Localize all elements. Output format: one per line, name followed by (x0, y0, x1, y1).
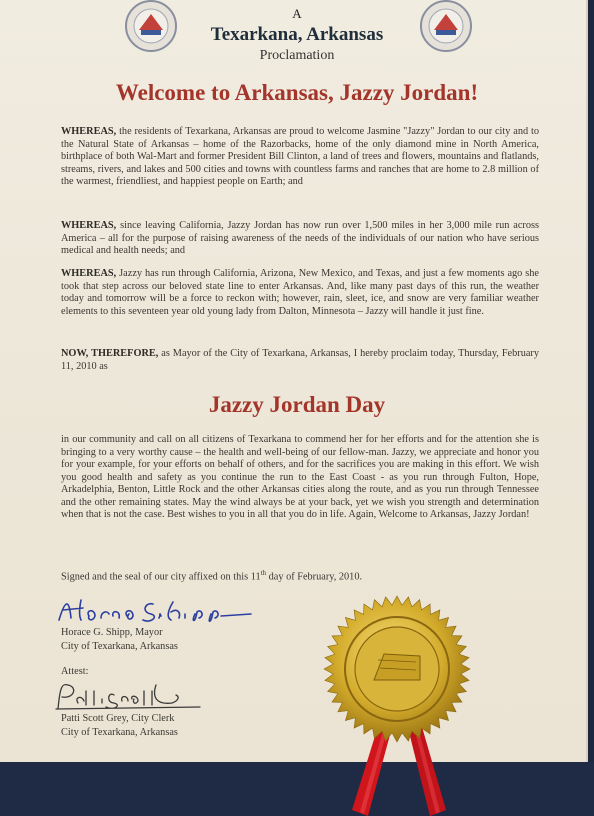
signed-ordinal: th (260, 569, 267, 577)
attest-label: Attest: (61, 666, 89, 677)
whereas-paragraph-2 (61, 220, 539, 258)
signed-line (61, 569, 362, 582)
document-title: Welcome to Arkansas, Jazzy Jordan! (115, 80, 479, 105)
header-city: Texarkana, Arkansas (210, 24, 384, 45)
therefore-text: as Mayor of the City of Texarkana, Arkansas, I hereby proclaim today, Thursday, February 11, 2010 as (61, 348, 539, 372)
mayor-signature (55, 594, 255, 624)
whereas-paragraph-3 (61, 268, 539, 318)
whereas-lead: WHEREAS, (61, 220, 117, 231)
whereas-lead: WHEREAS, (61, 126, 117, 137)
whereas-lead: WHEREAS, (61, 268, 117, 279)
therefore-lead: NOW, THEREFORE, (61, 348, 159, 359)
closing-paragraph: in our community and call on all citizens of Texarkana to commend her for her efforts and for the attention she is bringing to a very worthy cause – the health and well-being of our fellow-man. Jazzy, we appreciate and honor you for your example, for your efforts on behalf of others, and for the sacrifices you are making in this effort. We wish you good health and safety as you continue the run to the East Coast - as you run through Fulton, Hope, Arkadelphia, Benton, Little Rock and the other Arkansas cities along the route, and as you run through Tennessee and the other remaining states. May the wind always be at your back, yet we wish you strength and determination when that is not the case. Best wishes to you in all that you do in life. Again, Welcome to Arkansas, Jazzy Jordan! (61, 434, 539, 520)
whereas-paragraph-1 (61, 126, 539, 189)
clerk-signature (52, 677, 202, 713)
gold-seal-icon (322, 594, 472, 744)
header-proclamation: Proclamation (259, 48, 335, 63)
mayor-city: City of Texarkana, Arkansas (61, 641, 178, 652)
therefore-paragraph (61, 348, 539, 373)
clerk-name: Patti Scott Grey, City Clerk (61, 713, 175, 724)
header-article: A (292, 6, 302, 21)
day-title: Jazzy Jordan Day (208, 392, 386, 417)
whereas-text: since leaving California, Jazzy Jordan has now run over 1,500 miles in her 3,000 mile run across America – all for the purpose of raising awareness of the needs of the individuals of our nation who have serious medical and health needs; and (61, 220, 539, 256)
bottom-border (0, 762, 594, 816)
clerk-city: City of Texarkana, Arkansas (61, 727, 178, 738)
whereas-text: Jazzy has run through California, Arizona, New Mexico, and Texas, and just a few moments ago she took that step across our beloved state line to enter Arkansas. And, like many past days of this run, the weather today and tomorrow will be a force to reckon with; however, rain, sleet, ice, and snow are very familiar weather elements to this seventeen year old young lady from Dalton, Minnesota – Jazzy will handle it just fine. (61, 268, 539, 317)
signed-before: Signed and the seal of our city affixed on this 11 (61, 571, 261, 583)
mayor-name: Horace G. Shipp, Mayor (61, 627, 163, 638)
whereas-text: the residents of Texarkana, Arkansas are proud to welcome Jasmine "Jazzy" Jordan to our city and to the Natural State of Arkansas – home of the Razorbacks, home of the only diamond mine in North America, birthplace of both Wal-Mart and former President Bill Clinton, a land of trees and flowers, mountains and flatlands, streams, rivers, and lakes and 500 cities and towns with countless farms and ranches that are home to 2.8 million of the warmest, friendliest, and happiest people on Earth; and (61, 126, 539, 187)
signed-after: day of February, 2010. (266, 571, 363, 583)
